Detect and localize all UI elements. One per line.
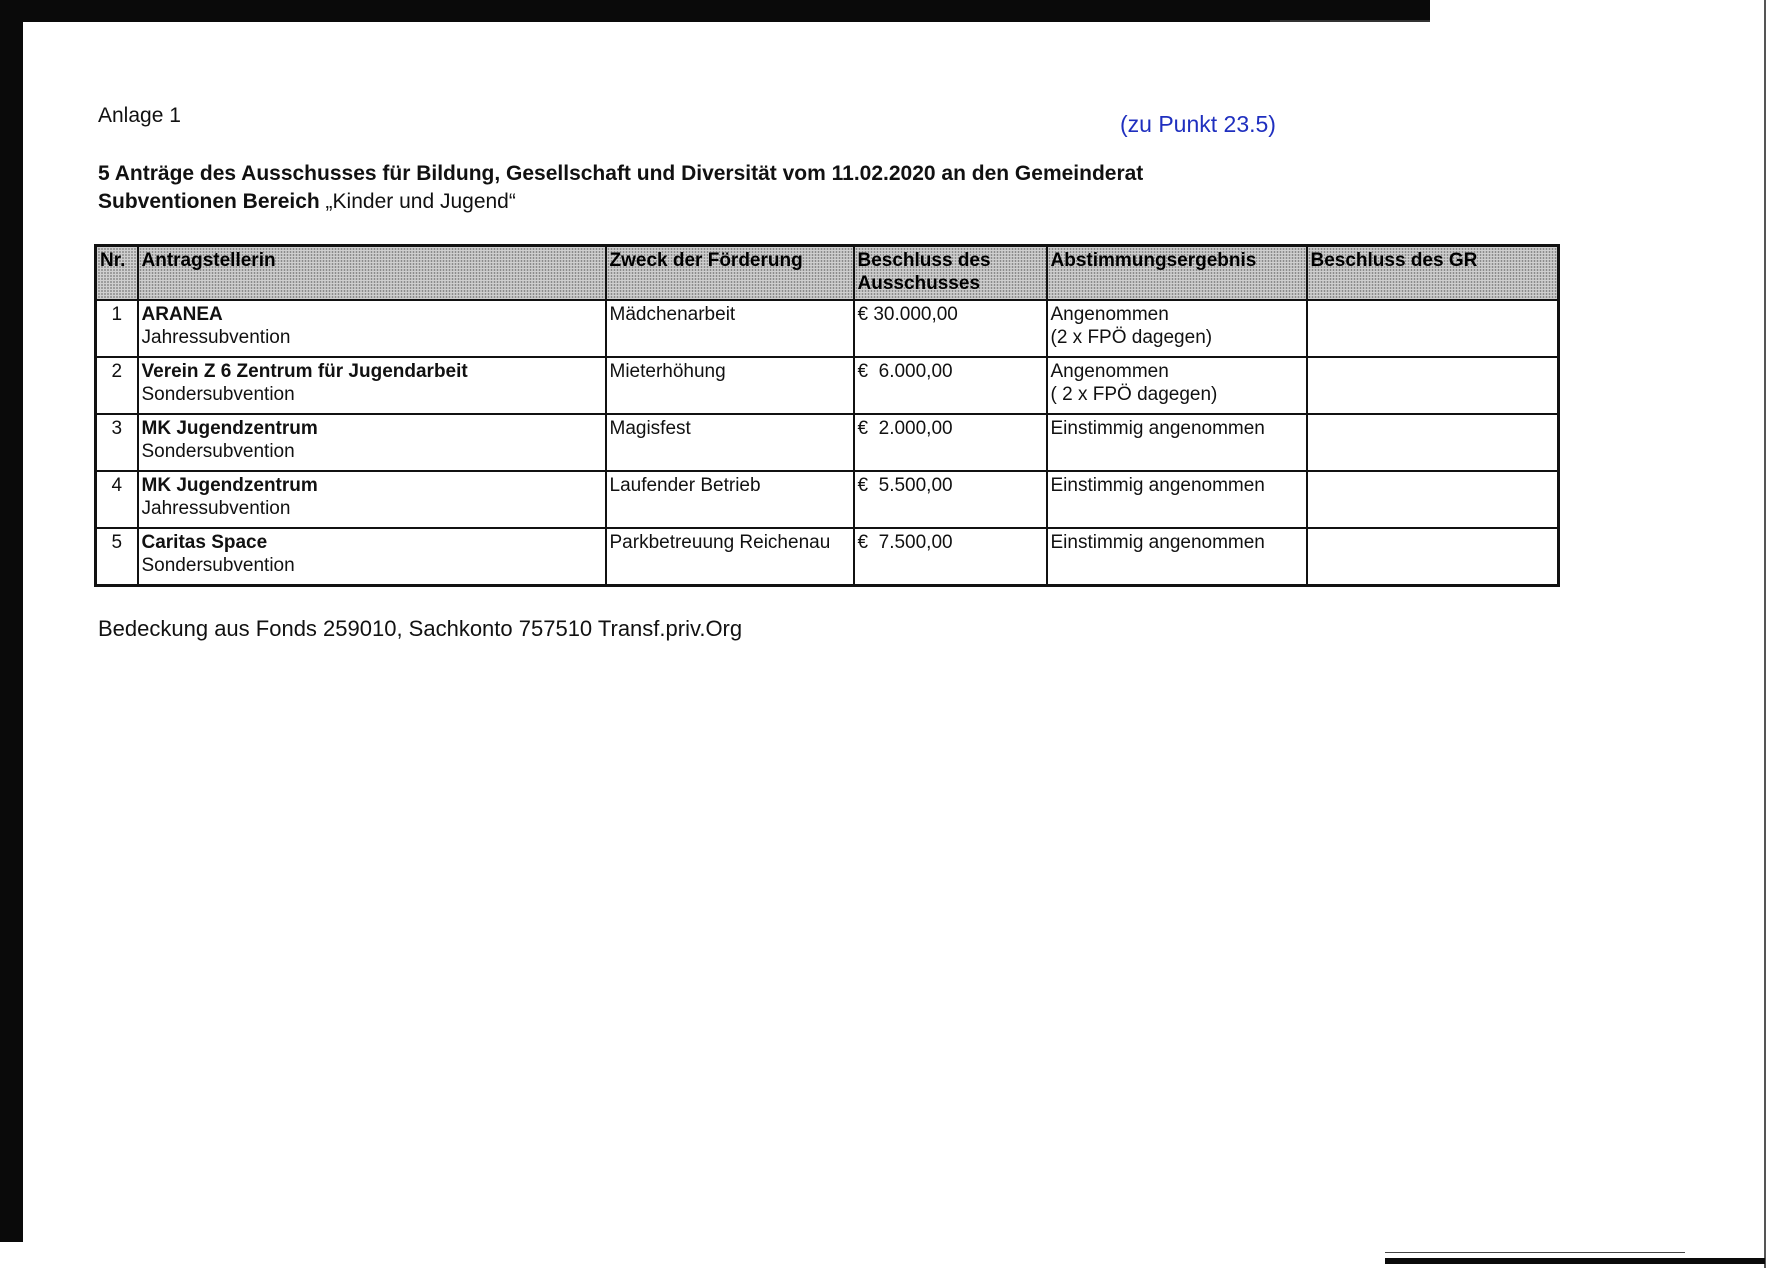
cell-amount: € 5.500,00 (854, 471, 1047, 528)
cell-amount: € 2.000,00 (854, 414, 1047, 471)
cell-amount: € 7.500,00 (854, 528, 1047, 586)
document-subtitle (98, 190, 516, 214)
vote-result: Angenommen (1050, 304, 1169, 325)
cell-purpose: Parkbetreuung Reichenau (606, 528, 854, 586)
scan-border-bottom-thin (1385, 1252, 1685, 1253)
applicant-name: ARANEA (141, 304, 223, 325)
cell-applicant (138, 528, 606, 586)
cell-purpose: Magisfest (606, 414, 854, 471)
grants-table (94, 244, 1560, 587)
cell-vote (1047, 357, 1307, 414)
applicant-name: Caritas Space (141, 532, 268, 553)
scan-border-top (0, 0, 1430, 22)
cell-vote (1047, 471, 1307, 528)
applicant-name: MK Jugendzentrum (141, 475, 318, 496)
cell-council-decision (1307, 528, 1559, 586)
scan-border-right (1764, 0, 1766, 1268)
cell-purpose: Laufender Betrieb (606, 471, 854, 528)
cell-nr: 2 (96, 357, 138, 414)
subtitle-bold: Subventionen Bereich (98, 190, 320, 213)
document-title: 5 Anträge des Ausschusses für Bildung, Gesellschaft und Diversität vom 11.02.2020 an den Gemeinderat (98, 162, 1144, 185)
scan-border-bottom (1385, 1258, 1765, 1264)
subsidy-type: Jahressubvention (141, 498, 291, 519)
cell-vote (1047, 528, 1307, 586)
funding-note: Bedeckung aus Fonds 259010, Sachkonto 757510 Transf.priv.Org (98, 616, 743, 641)
cell-nr: 4 (96, 471, 138, 528)
applicant-name: MK Jugendzentrum (141, 418, 318, 439)
cell-amount: € 30.000,00 (854, 300, 1047, 357)
scan-border-left (0, 0, 23, 1242)
cell-council-decision (1307, 300, 1559, 357)
table-row (96, 471, 1559, 528)
cell-nr: 5 (96, 528, 138, 586)
cell-purpose: Mieterhöhung (606, 357, 854, 414)
header-nr: Nr. (96, 246, 138, 301)
vote-result: Einstimmig angenommen (1050, 418, 1265, 439)
cell-applicant (138, 357, 606, 414)
scan-border-top-thin (1270, 20, 1430, 22)
table-row (96, 357, 1559, 414)
cell-nr: 1 (96, 300, 138, 357)
cell-applicant (138, 300, 606, 357)
table-row (96, 414, 1559, 471)
subsidy-type: Jahressubvention (141, 327, 291, 348)
subtitle-rest: „Kinder und Jugend“ (319, 190, 516, 213)
vote-result: Einstimmig angenommen (1050, 475, 1265, 496)
vote-note: ( 2 x FPÖ dagegen) (1050, 384, 1218, 405)
subsidy-type: Sondersubvention (141, 555, 295, 576)
table-row (96, 528, 1559, 586)
cell-purpose: Mädchenarbeit (606, 300, 854, 357)
header-applicant: Antragstellerin (138, 246, 606, 301)
attachment-label: Anlage 1 (98, 104, 181, 127)
cell-applicant (138, 414, 606, 471)
vote-result: Einstimmig angenommen (1050, 532, 1265, 553)
agenda-reference: (zu Punkt 23.5) (1120, 111, 1276, 137)
cell-applicant (138, 471, 606, 528)
vote-note: (2 x FPÖ dagegen) (1050, 327, 1213, 348)
applicant-name: Verein Z 6 Zentrum für Jugendarbeit (141, 361, 468, 382)
cell-amount: € 6.000,00 (854, 357, 1047, 414)
header-committee-decision: Beschluss des Ausschusses (854, 246, 1047, 301)
header-vote-result: Abstimmungsergebnis (1047, 246, 1307, 301)
vote-result: Angenommen (1050, 361, 1169, 382)
header-purpose: Zweck der Förderung (606, 246, 854, 301)
subsidy-type: Sondersubvention (141, 384, 295, 405)
cell-council-decision (1307, 357, 1559, 414)
header-council-decision: Beschluss des GR (1307, 246, 1559, 301)
cell-council-decision (1307, 414, 1559, 471)
cell-council-decision (1307, 471, 1559, 528)
cell-nr: 3 (96, 414, 138, 471)
cell-vote (1047, 300, 1307, 357)
table-header-row (96, 246, 1559, 301)
subsidy-type: Sondersubvention (141, 441, 295, 462)
cell-vote (1047, 414, 1307, 471)
table-row (96, 300, 1559, 357)
